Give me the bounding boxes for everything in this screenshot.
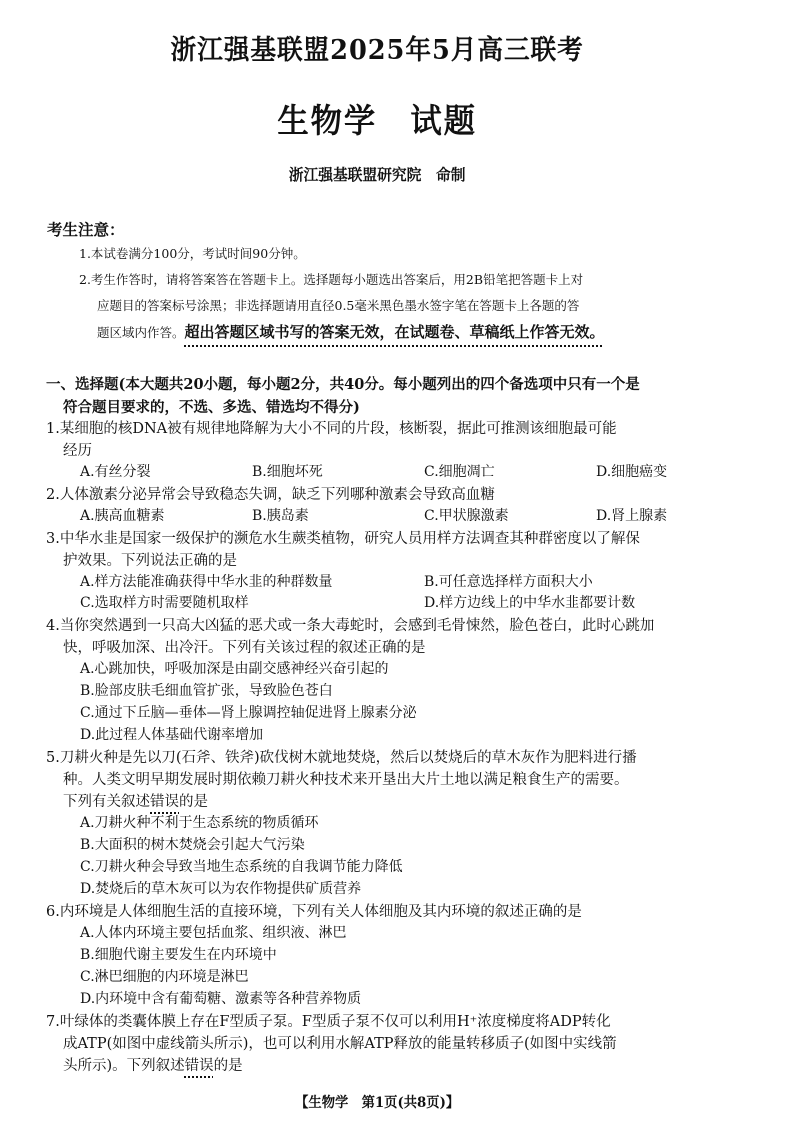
question-4-line-1: 4.当你突然遇到一只高大凶猛的恶犬或一条大毒蛇时，会感到毛骨悚然，脸色苍白，此时心跳加 [46, 618, 655, 634]
question-7-line-3 [63, 1054, 243, 1075]
question-4-option-a: A.心跳加快，呼吸加深是由副交感神经兴奋引起的 [80, 661, 389, 677]
page-footer: 【生物学 第1页(共8页)】 [295, 1095, 460, 1111]
question-7-line-2: 成ATP(如图中虚线箭头所示)，也可以利用水解ATP释放的能量转移质子(如图中实线箭 [63, 1036, 617, 1052]
section-1-heading-line-1: 一、选择题(本大题共20小题，每小题2分，共40分。每小题列出的四个备选项中只有一个是 [46, 376, 640, 393]
question-7-line-1: 7.叶绿体的类囊体膜上存在F型质子泵。F型质子泵不仅可以利用H⁺浓度梯度将ADP转化 [46, 1014, 611, 1030]
question-3-option-d: D.样方边线上的中华水韭都要计数 [424, 595, 636, 611]
subject-title: 生物学 试题 [277, 101, 477, 140]
question-3-option-b: B.可任意选择样方面积大小 [424, 574, 593, 590]
question-4-line-2: 快，呼吸加深、出冷汗。下列有关该过程的叙述正确的是 [63, 640, 426, 656]
question-5-stem-post: 的是 [179, 794, 208, 810]
question-5-option-c: C.刀耕火种会导致当地生态系统的自我调节能力降低 [80, 859, 403, 875]
question-5-line-3 [63, 790, 208, 811]
question-5-emphasis: 错误 [150, 794, 179, 810]
exam-maker: 浙江强基联盟研究院 命制 [288, 165, 466, 184]
question-2-option-b: B.胰岛素 [252, 508, 309, 524]
question-5-option-d: D.焚烧后的草木灰可以为农作物提供矿质营养 [80, 881, 362, 897]
notice-emphasis-text: 超出答题区域书写的答案无效，在试题卷、草稿纸上作答无效。 [184, 323, 605, 341]
question-7-stem-pre: 头所示)。下列叙述 [63, 1058, 185, 1074]
question-6-option-b: B.细胞代谢主要发生在内环境中 [80, 947, 277, 963]
question-3-option-c: C.选取样方时需要随机取样 [80, 595, 249, 611]
question-1-option-d: D.细胞癌变 [596, 464, 668, 480]
question-1-line-1: 1.某细胞的核DNA被有规律地降解为大小不同的片段，核断裂，据此可推测该细胞最可能 [46, 421, 617, 437]
question-5-stem-pre: 下列有关叙述 [63, 794, 150, 810]
question-2-option-d: D.肾上腺素 [596, 508, 668, 524]
question-4-option-c: C.通过下丘脑—垂体—肾上腺调控轴促进肾上腺素分泌 [80, 705, 417, 721]
notice-item-1: 1.本试卷满分100分，考试时间90分钟。 [79, 246, 306, 261]
section-1-heading-line-2: 符合题目要求的，不选、多选、错选均不得分) [63, 399, 360, 416]
question-4-option-b: B.脸部皮肤毛细血管扩张，导致脸色苍白 [80, 683, 333, 699]
question-5-line-1: 5.刀耕火种是先以刀(石斧、铁斧)砍伐树木就地焚烧，然后以焚烧后的草木灰作为肥料进行播 [46, 750, 637, 766]
question-2-option-a: A.胰高血糖素 [80, 508, 165, 524]
notice-plain-text: 题区域内作答。 [97, 325, 185, 340]
question-2-option-c: C.甲状腺激素 [424, 508, 509, 524]
question-6-option-d: D.内环境中含有葡萄糖、激素等各种营养物质 [80, 991, 362, 1007]
question-5-option-a: A.刀耕火种不利于生态系统的物质循环 [80, 815, 319, 831]
question-6-option-c: C.淋巴细胞的内环境是淋巴 [80, 969, 249, 985]
notice-heading: 考生注意： [47, 220, 125, 239]
question-6-line-1: 6.内环境是人体细胞生活的直接环境，下列有关人体细胞及其内环境的叙述正确的是 [46, 904, 582, 920]
question-1-line-2: 经历 [63, 443, 92, 459]
question-5-line-2: 种。人类文明早期发展时期依赖刀耕火种技术来开垦出大片土地以满足粮食生产的需要。 [63, 772, 629, 788]
question-2-line-1: 2.人体激素分泌异常会导致稳态失调，缺乏下列哪种激素会导致高血糖 [46, 487, 495, 503]
exam-title: 浙江强基联盟2025年5月高三联考 [170, 35, 584, 66]
question-7-stem-post: 的是 [213, 1058, 243, 1074]
question-7-emphasis: 错误 [184, 1058, 214, 1074]
question-1-option-b: B.细胞坏死 [252, 464, 323, 480]
notice-item-2-line-2: 应题目的答案标号涂黑；非选择题请用直径0.5毫米黑色墨水签字笔在答题卡上各题的答 [97, 298, 580, 313]
question-3-line-2: 护效果。下列说法正确的是 [63, 553, 237, 569]
notice-item-2-line-3 [97, 322, 605, 343]
question-1-option-c: C.细胞凋亡 [424, 464, 495, 480]
question-1-option-a: A.有丝分裂 [80, 464, 151, 480]
notice-item-2-line-1: 2.考生作答时，请将答案答在答题卡上。选择题每小题选出答案后，用2B铅笔把答题卡上对 [79, 272, 584, 287]
question-5-option-b: B.大面积的树木焚烧会引起大气污染 [80, 837, 305, 853]
question-3-option-a: A.样方法能准确获得中华水韭的种群数量 [80, 574, 333, 590]
question-6-option-a: A.人体内环境主要包括血浆、组织液、淋巴 [80, 925, 347, 941]
question-4-option-d: D.此过程人体基础代谢率增加 [80, 727, 264, 743]
question-3-line-1: 3.中华水韭是国家一级保护的濒危水生蕨类植物，研究人员用样方法调查其种群密度以了解保 [46, 531, 640, 547]
